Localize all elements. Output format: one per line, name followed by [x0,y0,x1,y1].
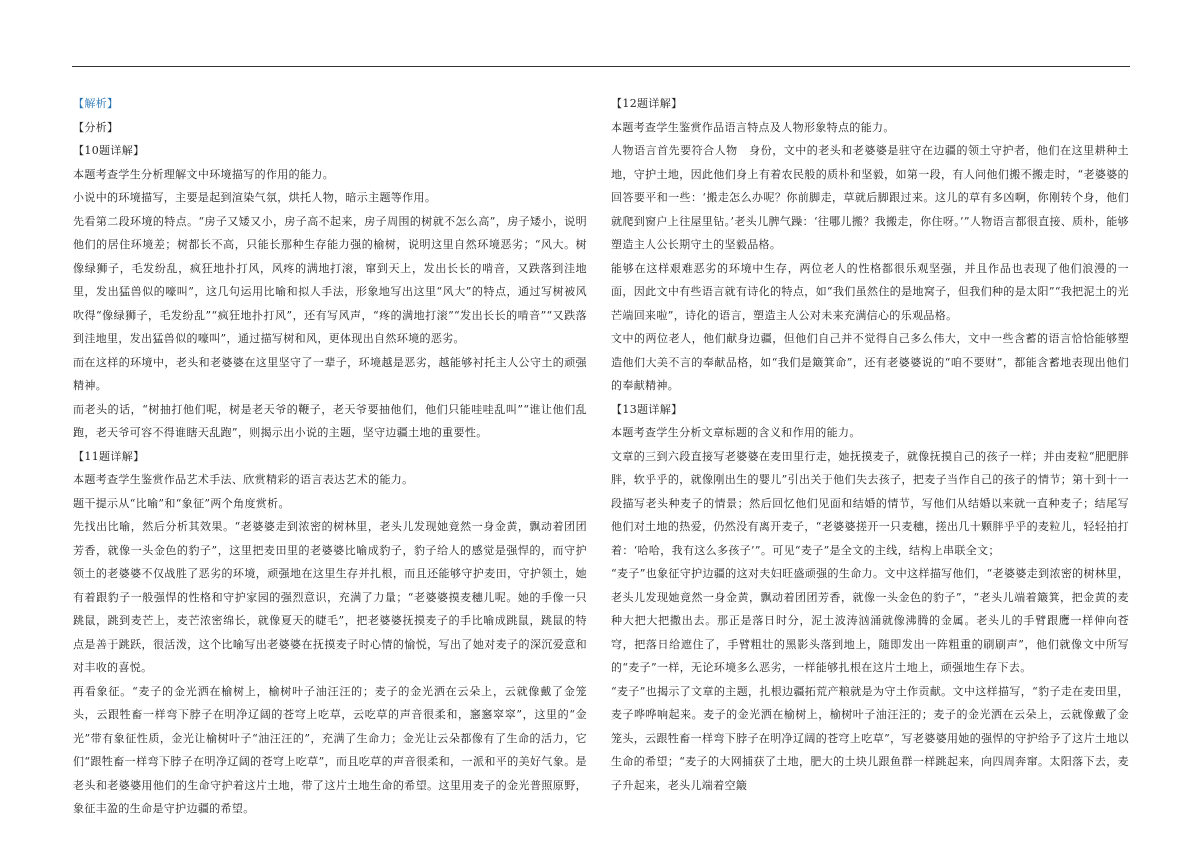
paragraph: 人物语言首先要符合人物 身份，文中的老头和老婆婆是驻守在边疆的领土守护者，他们在这里耕种土地，守护土地，因此他们身上有着农民般的质朴和坚毅，如第一段，有人问他们搬不搬走时，“老婆婆的回答要平和一些：‘搬走怎么办呢？你前脚走，草就后脚跟过来。这儿的草有多凶啊，你刚转个身，他们就爬到窗户上往屋里钻。’老头儿脾气躁：‘往哪儿搬？我搬走，你住呀。’”人物语言都很直接、质朴，能够塑造主人公长期守土的坚毅品格。 [611,144,1129,251]
paragraph: “麦子”也象征守护边疆的这对夫妇旺盛顽强的生命力。文中这样描写他们，“老婆婆走到浓密的树林里，老头儿发现她竟然一身金黄，飘动着团团芳香，就像一头金色的豹子”，“老头儿端着簸箕，把金黄的麦种大把大把撒出去。那正是落日时分，泥土波涛汹涌就像沸腾的金属。老头儿的手臂跟鹰一样伸向苍穹，把落日给遮住了，手臂粗壮的黑影头落到地上，随即发出一阵粗重的刷刷声”，他们就像文中所写的“麦子”一样，无论环境多么恶劣，一样能够扎根在这片土地上，顽强地生存下去。 [611,567,1129,674]
top-rule [72,66,1130,67]
analysis-tag: 【解析】 [73,97,119,110]
paragraph: 本题考查学生鉴赏作品语言特点及人物形象特点的能力。 [611,120,895,134]
paragraph: 小说中的环境描写，主要是起到渲染气氛，烘托人物，暗示主题等作用。 [73,191,437,204]
paragraph: 文中的两位老人，他们献身边疆，但他们自己并不觉得自己多么伟大，文中一些含蓄的语言恰恰能够塑造他们大美不言的奉献品格，如“我们是簸箕命”，还有老婆婆说的“咱不要财”，都能含蓄地表现出他们的奉献精神。 [611,332,1129,392]
q12-heading: 【12题详解】 [611,97,683,110]
paragraph: 文章的三到六段直接写老婆婆在麦田里行走，她抚摸麦子，就像抚摸自己的孩子一样；并由麦粒“肥肥胖胖，软乎乎的，就像刚出生的婴儿”引出关于他们失去孩子，把麦子当作自己的孩子的情节；第十到十一段描写老头种麦子的情景；然后回忆他们见面和结婚的情节，写他们从结婚以来就一直种麦子；结尾写他们对土地的热爱，仍然没有离开麦子，“老婆婆搓开一只麦穗，搓出几十颗胖乎乎的麦粒儿，轻轻拍打着：‘哈哈，我有这么多孩子’”。可见“麦子”是全文的主线，结构上串联全文； [611,449,1129,557]
paragraph: 题干提示从“比喻”和“象征”两个角度赏析。 [73,496,290,510]
right-column [611,92,1129,797]
paragraph: 而在这样的环境中，老头和老婆婆在这里坚守了一辈子，环境越是恶劣，越能够衬托主人公守土的顽强精神。 [73,355,587,392]
paragraph: 先看第二段环境的特点。“房子又矮又小，房子高不起来，房子周围的树就不怎么高”，房子矮小，说明他们的居住环境差；树都长不高，只能长那种生存能力强的榆树，说明这里自然环境恶劣；“风大。树像绿狮子，毛发纷乱，疯狂地扑打风，风疼的满地打滚，窜到天上，发出长长的啃音，又跌落到洼地里，发出猛兽似的嚎叫”，这几句运用比喻和拟人手法，形象地写出这里“风大”的特点，通过写树被风吹得“像绿狮子，毛发纷乱”“疯狂地扑打风”，还有写风声，“疼的满地打滚”“发出长长的啃音”“又跌落到洼地里，发出猛兽似的嚎叫”，通过描写树和风，更体现出自然环境的恶劣。 [73,214,587,345]
left-column [73,92,587,821]
paragraph: 先找出比喻，然后分析其效果。“老婆婆走到浓密的树林里，老头儿发现她竟然一身金黄，飘动着团团芳香，就像一头金色的豹子”，这里把麦田里的老婆婆比喻成豹子，豹子给人的感觉是强悍的，而守护领土的老婆婆不仅战胜了恶劣的环境，顽强地在这里生存并扎根，而且还能够守护麦田，守护领土，她有着跟豹子一般强悍的性格和守护家园的强烈意识，充满了力量；“老婆婆摸麦穗儿呢。她的手像一只跳鼠，跳到麦芒上，麦芒浓密绵长，就像夏天的睫毛”，把老婆婆抚摸麦子的手比喻成跳鼠，跳鼠的特点是善于跳跃，很活泼，这个比喻写出老婆婆在抚摸麦子时心情的愉悦，写出了她对麦子的深沉爱意和对丰收的喜悦。 [73,520,587,674]
paragraph: 本题考查学生分析文章标题的含义和作用的能力。 [611,426,861,439]
section-heading: 【分析】 [73,120,119,134]
paragraph: 而老头的话，“树抽打他们呢，树是老天爷的鞭子，老天爷要抽他们，他们只能哇哇乱叫”“谁让他们乱跑，老天爷可容不得谁瞎天乱跑”，则揭示出小说的主题，坚守边疆土地的重要性。 [73,402,587,439]
paragraph: 本题考查学生鉴赏作品艺术手法、欣赏精彩的语言表达艺术的能力。 [73,473,414,486]
q11-heading: 【11题详解】 [73,449,145,463]
q13-heading: 【13题详解】 [611,402,683,416]
paragraph: 再看象征。“麦子的金光洒在榆树上，榆树叶子油汪汪的；麦子的金光洒在云朵上，云就像戴了金笼头，云跟牲畜一样弯下脖子在明净辽阔的苍穹上吃草，云吃草的声音很柔和，窸窸窣窣”，这里的“金光”带有象征性质，金光让榆树叶子“油汪汪的”，充满了生命力；金光让云朵都像有了生命的活力，它们“跟牲畜一样弯下脖子在明净辽阔的苍穹上吃草”，而且吃草的声音很柔和，一派和平的美好气象。是老头和老婆婆用他们的生命守护着这片土地，带了这片土地生命的希望。这里用麦子的金光普照原野，象征丰盈的生命是守护边疆的希望。 [73,684,587,815]
paragraph: 能够在这样艰难恶劣的环境中生存，两位老人的性格都很乐观坚强，并且作品也表现了他们浪漫的一面，因此文中有些语言就有诗化的特点，如“我们虽然住的是地窝子，但我们种的是太阳”“我把泥土的光芒端回来啦”，诗化的语言，塑造主人公对未来充满信心的乐观品格。 [611,261,1129,322]
paragraph: “麦子”也揭示了文章的主题，扎根边疆拓荒产粮就是为守土作贡献。文中这样描写，“豹子走在麦田里，麦子哗哗响起来。麦子的金光洒在榆树上，榆树叶子油汪汪的；麦子的金光洒在云朵上，云就像戴了金笼头，云跟牲畜一样弯下脖子在明净辽阔的苍穹上吃草”，写老婆婆用她的强悍的守护给予了这片土地以生命的希望；“麦子的大网捕获了土地，肥大的土块儿跟鱼群一样跳起来，向四周奔窜。太阳落下去，麦子升起来，老头儿端着空簸 [611,684,1129,792]
paragraph: 本题考查学生分析理解文中环境描写的作用的能力。 [73,167,335,181]
q10-heading: 【10题详解】 [73,144,145,157]
